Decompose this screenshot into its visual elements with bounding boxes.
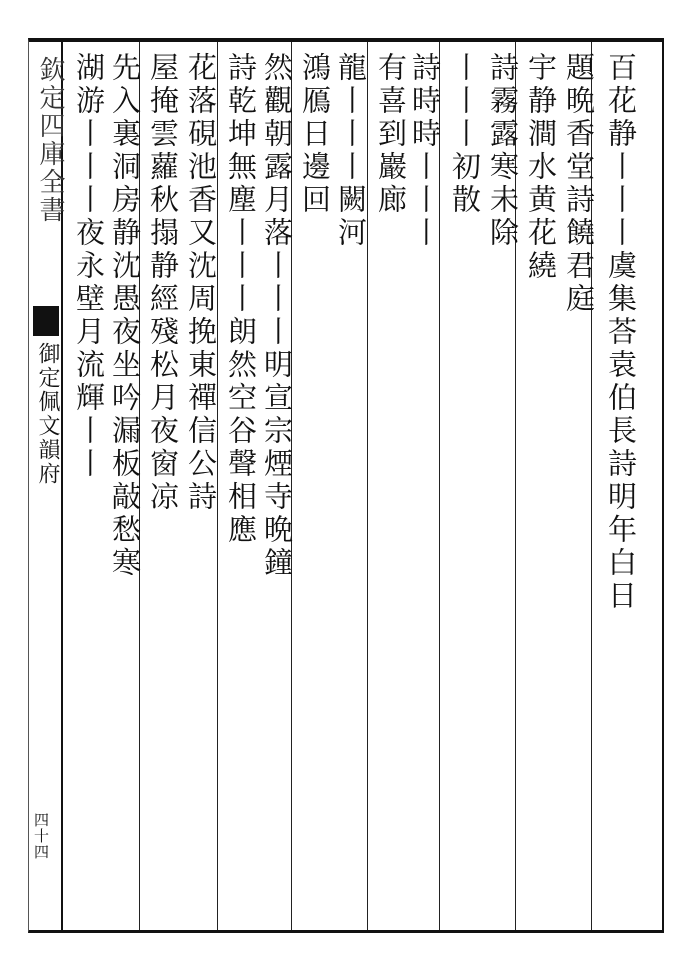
- text-column-11: 詩乾坤無塵丨丨丨朗然空谷聲相應: [224, 52, 258, 547]
- text-column-4: 詩霧露寒未除: [486, 52, 520, 250]
- text-column-15: 湖游丨丨丨夜永壁月流輝丨丨: [72, 52, 106, 481]
- text-column-6: 詩時時丨丨丨: [408, 52, 442, 250]
- spine-book-title: 御定佩文韻府: [35, 342, 60, 486]
- text-column-1: 百花静丨丨丨虞集荅袁伯長詩明年白日: [604, 52, 638, 613]
- spine-black-mark: [33, 306, 59, 336]
- text-column-7: 有喜到巖廊: [374, 52, 408, 217]
- spine-title: 欽定四庫全書: [35, 56, 65, 224]
- text-column-13: 屋掩雲蘿秋搨静經殘松月夜窗凉: [146, 52, 180, 514]
- text-column-3: 宇静澗水黄花繞: [524, 52, 558, 283]
- text-column-10: 然觀朝露月落丨丨丨明宣宗煙寺晩鐘: [260, 52, 294, 580]
- folio-number: 四十四: [32, 812, 50, 860]
- text-column-2: 題晩香堂詩饒君庭: [562, 52, 596, 316]
- text-column-8: 龍丨丨丨闕河: [334, 52, 368, 250]
- text-column-12: 花落硯池香又沈周挽東禪信公詩: [184, 52, 218, 514]
- page-frame: [28, 38, 664, 933]
- spine-gutter: [29, 42, 63, 930]
- text-column-14: 先入裏洞房静沈愚夜坐吟漏板敲愁寒: [108, 52, 142, 580]
- text-column-9: 鴻鴈日邊回: [298, 52, 332, 217]
- text-column-5: 丨丨丨初散: [448, 52, 482, 217]
